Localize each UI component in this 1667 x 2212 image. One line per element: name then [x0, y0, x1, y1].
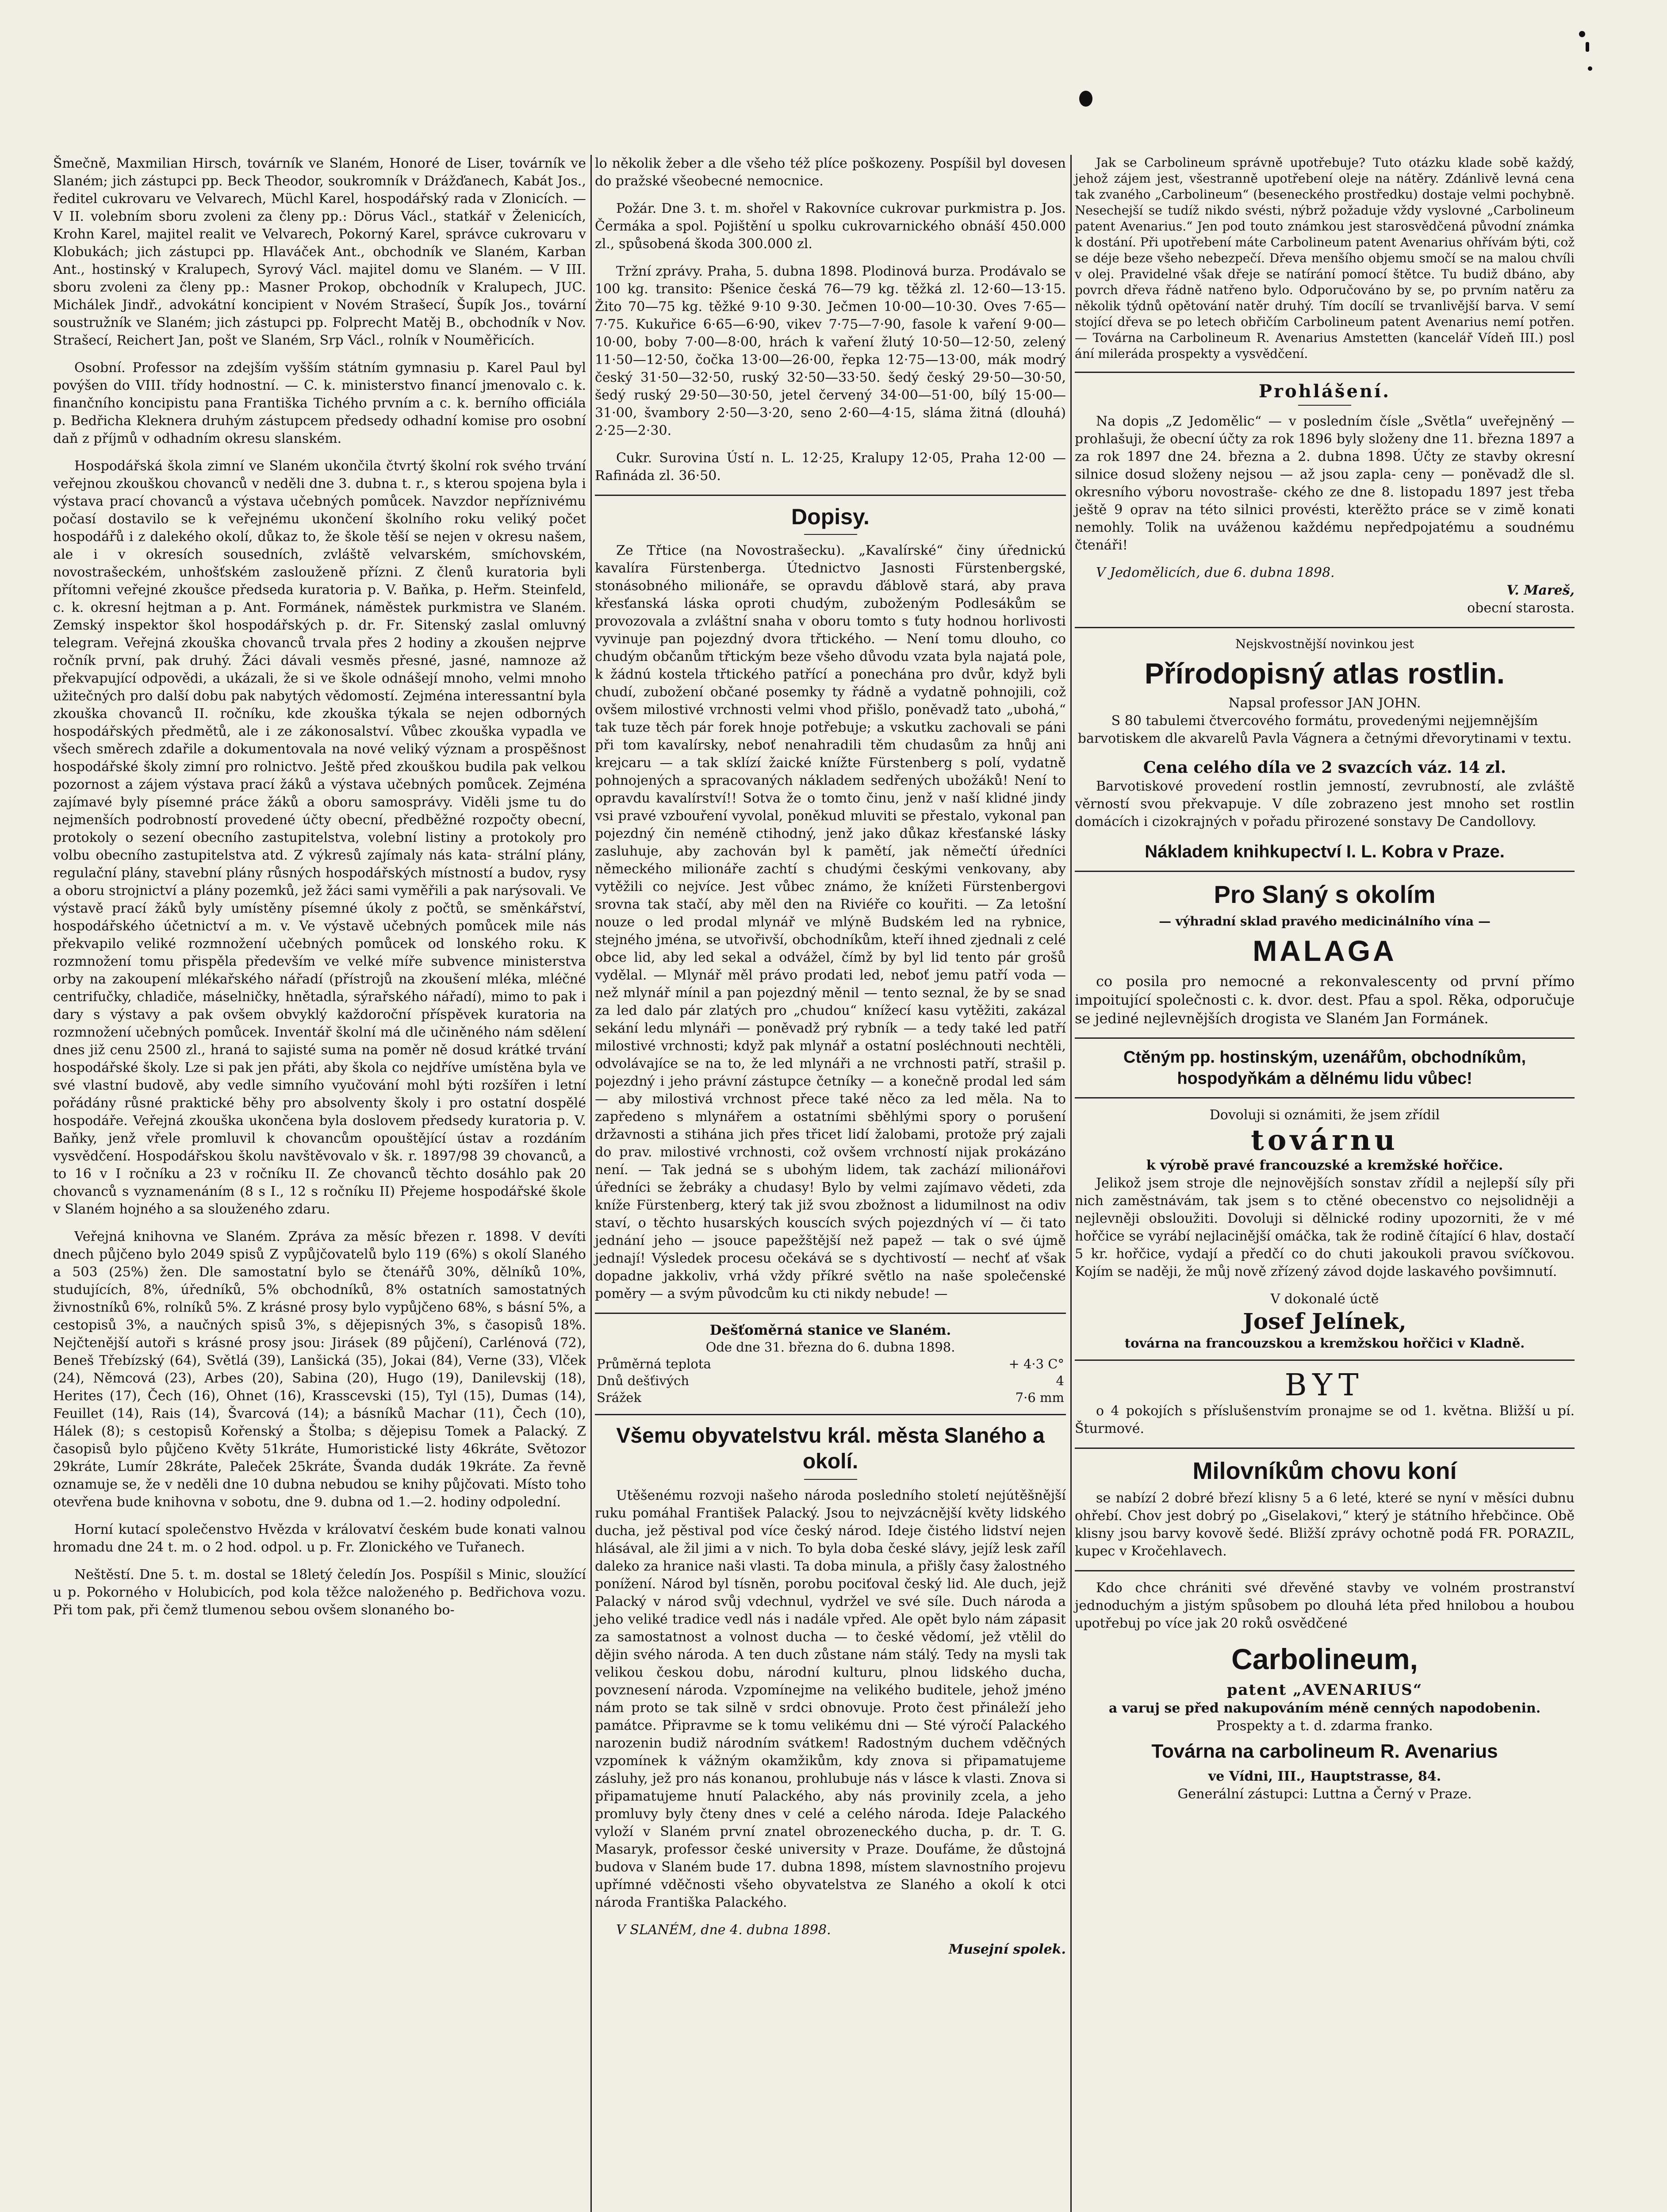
divider — [1075, 372, 1575, 373]
divider — [1075, 627, 1575, 628]
factory-subtitle: k výrobě pravé francouzské a kremžské hořčice. — [1146, 1158, 1503, 1173]
atlas-title: Přírodopisný atlas rostlin. — [1144, 657, 1505, 690]
divider — [1075, 1097, 1575, 1098]
carbolineum-intro: Kdo chce chrániti své dřevěné stavby ve volném prostranství jednoduchým a jistým spůsobem po dlouhá léta před hnilobou a houbou upotřebuj po více jak 20 roků osvědčené — [1075, 1580, 1579, 1631]
letter-trtice: Ze Třtice (na Novostrašecku). „Kavalírské“ činy úřednickú kavalíra Fürstenberga. Útednictvo Jasnosti Fürstenbergské, stonásobného milionáře, se opravdu ďáblově stará, aby prava křesťanská láska oproti chudým, zuboženým Podlesákům se provozovala a zvláštní snaha v oboru tomto s ťuty hodnou horlivosti vyvinuje pan pojezdný dvora třtického. — Není tomu dlouho, co chudým občanům třtickým beze všeho důvodu vzata byla najatá pole, k žádnú kostela třtického patřící a ponechána pro dvůr, když byli chudí, zubožení občané posemky ty řádně a vydatně pohnojili, což ovšem milostivé vrchnosti velmi vhod přišlo, poněvadž tato „ubohá,“ tak tuze těch pár forek hnoje potřebuje; a vskutku zachovali se páni při tom kavalírsky, neboť nenahradili těm chudasům za hnůj ani krejcaru — a tak sklízí žaické knížte Fürstenberg s polí, vydatně pohnojených a spracovaných nákladem sedřených ubožáků! Není to opravdu kavalírství!! Sotva že o tomto činu, jenž v naší klidné jindy vsi pravé vzbouření vyvolal, poněkud mluviti se přestalo, vykonal pan pojezdný čin neméně ctihodný, jenž jako důkaz křesťanské lásky zasluhuje, aby zachován byl k pamětí, jak němečtí úředníci německého milionáře zachtí s chudými českými venkovany, aby vytěžili co nejvíce. Jest vůbec známo, že knížeti Fürstenbergovi srovna tak stačí, aby měl den na Riviéře co kouřiti. — Za letošní nouze o led prodal mlynář ve mlýně Budském led na rybnice, stejného jména, se utvořivší, obchodníkům, kteří ihned zjednali z celé obce lid, aby led sekal a odvážel, čímž by byl lid tento pár grošů vydělal. — Mlynář měl právo prodati led, neboť jemu patří voda — než mlynář mínil a pan pojezdný měnil — tento seznal, že by se snad za led dalo pár zlatých pro „chudou“ knížecí kasu vytěžiti, zakázal sekání ledu mlynáři — poněvadž prý rybník — a tedy také led patří milostivé vrchnosti; když pak mlynář a ostatní posléchnouti nechtěli, odvolávajíce se na to, že led mlynáři a ne vrchnosti patří, strašil p. pojezdný i jeho právní zástupce četníky — a konečně prodal led sám — aby milostivá vrchnost přece také něco za led měla. Na to zapředeno s mlynářem a ostatními sběhlými spory o porušení državnosti a stihána jich přes třicet lidí žalobami, protože prý zajali do prav. milostivé vrchnosti, což ovšem vrchností nijak prokázáno není. — Tak jedná se s ubohým lidem, tak zachází milionářovi úředníci se žebráky a chudasy! Bylo by velmi zajímavo vědeti, zda kníže Fürstenberg, který tak již svou zbožnost a lidumilnost na odiv staví, o těchto husarských kouscích svých pojezdných ví — či tato jednání jeho — jsouce papežštější než papež — tak o své újmě jednají! Výsledek procesu očekává se s dychtivostí — nechť ať však dopadne jakkoliv, vrhá vždy příkré světlo na naše společenské poměry — a svým původcům ku cti nikdy nebude! — — [595, 543, 1070, 1302]
horses-text: se nabízí 2 dobré březí klisny 5 a 6 leté, které se nyní v měsíci dubnu ohřebí. Chov jest dobrý po „Giselakovi,“ který je státního hřebčince. Obě klisny jsou barvy kovově šedé. Bližší zprávy ochotně podá FR. PORAZIL, kupec v Kročehlavech. — [1075, 1490, 1579, 1559]
column-rule — [1070, 155, 1072, 2212]
atlas-description: S 80 tabulemi čtvercového formátu, provedenými nejjemnějším barvotiskem dle akvarelů Pavla Vágnera a četnými dřevorytinami v textu. — [1077, 713, 1572, 746]
factory-text: Jelikož jsem stroje dle nejnovějších sonstav zřídil a nejlepší síly při nich zaměstnávám, tak jsem s to ctěné obecenstvo co nejsolidněji a nejlevněji obsloužiti. Dovoluji si dělnické rodiny upozorniti, že v mé hořčice se vyrábí nejlacinější omáčka, tak že rodině čítající 6 hlav, dostačí 5 kr. hořčice, vydají a předčí co do chuti jakoukoli pravou svíčkovou. Kojím se naději, že můj nově zřízený závod dojde laskavého povšimnutí. — [1075, 1175, 1579, 1279]
rain-station-period: Ode dne 31. března do 6. dubna 1898. — [705, 1340, 955, 1355]
divider — [595, 495, 1066, 496]
personal-news: Osobní. Professor na zdejším vyšším státním gymnasiu p. Karel Paul byl povýšen do VIII. třídy hodnostní. — C. k. ministerstvo financí jmenovalo c. k. finančního koncipistu pana Františka Tichého prvním a c. k. berního officiála p. Bedřicha Kleknera druhým zástupcem předsedy odhadní komise pro osobní daň z příjmů v odhadním okresu slanském. — [53, 360, 590, 446]
carbolineum-title: Carbolineum, — [1231, 1643, 1418, 1675]
declaration-place-date: V Jedomělicích, due 6. dubna 1898. — [1096, 565, 1335, 580]
appeal-heading: Všemu obyvatelstvu král. města Slaného a okolí. — [616, 1424, 1045, 1473]
ink-speck — [1588, 66, 1592, 71]
atlas-author: Napsal professor JAN JOHN. — [1228, 695, 1421, 711]
divider — [595, 1414, 1066, 1415]
carbolineum-article: Jak se Carbolineum správně upotřebuje? Tuto otázku klade sobě každý, jehož zájem jest, všestranně upotřebení oleje na nátěry. Zdánlivě levná cena tak zvaného „Carbolineum“ (beseneckého prostředku) dostaje velmi pochybně. Nesechejší se tudíž nikdo svésti, nýbrž požaduje vždy vyslovné „Carbolineum patent Avenarius.“ Jen pod touto známkou jest starosvědčená původní známka k dostání. Při upotřebení máte Carbolineum patent Avenarius ohřívám býti, což se déje beze všeho nebezpečí. Dřeva menšího objemu smočí se na malou chvíli v olej. Pravidelné však dřeje se natírání pomocí štětce. Tu budiž dbáno, aby povrch dřeva řádně natřeno bylo. Odporučováno by se, po prvním natěru za několik týdnů opětování natěr druhý. Tím docílí se trvanlivější barva. V semí stojící dřeva se po letech obřičím Carbolineum patent Avenarius nemí potřen. — Továrna na Carbolineum R. Avenarius Amstetten (kancelář Vídeň III.) posl ání mileráda prospekty a vysvědčení. — [1075, 155, 1579, 361]
letters-heading: Dopisy. — [791, 504, 870, 529]
column-rule — [590, 155, 592, 2212]
rain-station-title: Dešťoměrná stanice ve Slaném. — [709, 1322, 951, 1338]
divider — [804, 1479, 857, 1480]
carbolineum-agents: Generální zástupci: Luttna a Černý v Praze. — [1177, 1786, 1472, 1802]
row-value: + 4·3 C° — [1008, 1356, 1064, 1371]
table-row — [595, 1356, 1066, 1372]
market-report: Tržní zprávy. Praha, 5. dubna 1898. Plodinová burza. Prodávalo se 100 kg. transito: Pšenice česká 76—79 kg. těžká zl. 12·60—13·15. Žito 70—75 kg. těžké 9·10 9·30. Ječmen 10·00—10·30. Oves 7·65—7·75. Kukuřice 6·65—6·90, vikev 7·75—7·90, fasole k vaření 9·00—10·00, boby 7·00—8·00, hrách k vaření žlutý 10·50—12·50, zelený 11·50—12·50, čočka 13·00—26·00, řepka 12·75—13·00, mák modrý český 31·50—32·50, ruský 32·50—33·50. šedý český 29·50—30·50, šedý ruský 29·50—30·50, jetel červený 34·00—51·00, bílý 15·00—31·00, švambory 2·50—3·20, seno 2·60—4·15, sláma žitná (dlouhá) 2·25—2·30. — [595, 264, 1070, 438]
flat-title: BYT — [1284, 1368, 1365, 1403]
atlas-kicker: Nejskvostnější novinkou jest — [1235, 637, 1414, 651]
carbolineum-warning: a varuj se před nakupováním méně cenných napodobenin. — [1108, 1701, 1541, 1716]
malaga-title: MALAGA — [1253, 934, 1397, 967]
divider — [1075, 1448, 1575, 1449]
declaration-text: Na dopis „Z Jedomělic“ — v posledním čísle „Světla“ uveřejněný — prohlašuji, že obecní účty za rok 1896 byly složeny dne 11. března 1897 a za rok 1897 dne 24. března a 2. dubna 1898. Účty ze stavby okresní silnice dosud složeny nejsou — až jsou zapla- ceny — poněvadž dle sl. okresního výboru novostraše- ckého ze dne 8. listopadu 1897 jest třeba ještě 9 oprav na této silnici provésti, kterěžto práce se v zimě konati nemohly. Tolik na uváženou každému nepředpojatému a soudnému čtenáři! — [1075, 414, 1579, 553]
row-label: Dnů dešťivých — [597, 1373, 690, 1388]
divider — [1298, 405, 1351, 406]
accident-report: Neštěstí. Dne 5. t. m. dostal se 18letý čeledín Jos. Pospíšil s Minic, sloužící u p. Pokorného v Holubicích, pod kola těžce naloženého p. Bedřichova vozu. Při tom pak, při čemž tlumenou sebou ovšem slonaného bo- — [53, 1567, 590, 1618]
malaga-subtitle: — výhradní sklad pravého medicinálního vína — — [1159, 914, 1491, 929]
atlas-price: Cena celého díla ve 2 svazcích váz. 14 zl. — [1143, 758, 1506, 777]
carbolineum-factory: Továrna na carbolineum R. Avenarius — [1151, 1740, 1498, 1762]
appeal-signature: Musejní spolek. — [948, 1942, 1066, 1957]
appeal-place-date: V SLANÉM, dne 4. dubna 1898. — [616, 1922, 831, 1938]
divider — [1075, 1570, 1575, 1571]
divider — [1075, 1359, 1575, 1361]
accident-continuation: lo několik žeber a dle všeho též plíce poškozeny. Pospíšil byl dovesen do pražské všeobecné nemocnice. — [595, 156, 1070, 189]
ink-speck — [1579, 31, 1585, 37]
ink-blot — [1079, 91, 1092, 107]
library-report: Veřejná knihovna ve Slaném. Zpráva za měsíc březen r. 1898. V devíti dnech půjčeno bylo 2049 spisů Z vypůjčovatelů bylo 119 (6%) s okolí Slaného a 503 (25%) žen. Dle samostatní bylo se čtenářů 30%, dělníků 10%, studujících, 8%, úředníků, 5% obchodníků, 8% ostatních samostatných živnostníků 6%, rolníků 5%. Z krásné prosy bylo vypůjčeno 68%, s básní 5%, a cestopisů 3%, a naučných spisů 3%, s dějepisných 3%, s časopisů 18%. Nejčtenější autoři s krásné prosy jsou: Jirásek (89 půjčení), Carlénová (72), Beneš Třebízský (64), Světlá (39), Lanšická (35), Jokai (84), Verne (33), Vlček (24), Němcová (23), Arbes (20), Sabina (20), Hugo (19), Danilevskij (18), Herites (17), Čech (16), Ohnet (16), Krasscevski (15), Tyl (15), Dumas (14), Feuillet (14), Rais (14), Švarcová (14); a básníků Machar (11), Čech (10), Hálek (8); s cestopisů Kořenský a Štolba; s dějepisu Tomek a Palacký. Z časopisů bylo půjčeno Květy 51kráte, Humoristické listy 46kráte, Světozor 29kráte, Lumír 28kráte, Paleček 25kráte, Švanda dudák 19kráte. Za řevně oznamuje se, že v neděli dne 10 dubna nebudou se knihy půjčovati. Místo toho otevřena bude knihovna v sobotu, dne 9. dubna od 1.—2. hodiny odpolední. — [53, 1229, 590, 1510]
left-column — [53, 155, 590, 2212]
ink-speck — [1586, 42, 1589, 52]
malaga-kicker: Pro Slaný s okolím — [1214, 880, 1436, 908]
carbolineum-patent: patent „AVENARIUS“ — [1226, 1681, 1423, 1699]
row-label: Průměrná teplota — [597, 1356, 711, 1371]
divider — [1075, 871, 1575, 872]
horses-title: Milovníkům chovu koní — [1192, 1458, 1457, 1484]
row-value: 4 — [1056, 1373, 1064, 1388]
row-label: Srážek — [597, 1390, 642, 1405]
declaration-name: V. Mareš, — [1506, 583, 1575, 598]
malaga-text: co posila pro nemocné a rekonvalescenty od první přímo impoitující společnosti c. k. dvor. dest. Pfau a spol. Rěka, odporučuje se jediné nejlevnějších drogista ve Slaném Jan Formánek. — [1075, 973, 1579, 1027]
factory-owner: Josef Jelínek, — [1243, 1308, 1406, 1334]
table-row — [595, 1372, 1066, 1389]
atlas-publisher: Nákladem knihkupectví I. L. Kobra v Praze. — [1145, 842, 1505, 861]
palacky-appeal: Utěšenému rozvoji našeho národa posledního století nejútěšnější ruku pomáhal František Palacký. Jsou to nejvzácnější květy lidského ducha, jež pěstival pod více český národ. Ideje čistého lidství nejen hlásával, ale žil jimi a v nich. To byla doba české slávy, jejíž lesk zaříl daleko za hranice naši vlasti. Ta doba minula, a přišly časy žalostného ponížení. Národ byl tísněn, porobu pociťoval český lid. Ale duch, jejž Palacký v národ svůj vdechnul, vydržel ve své síle. Duch národa a jeho veliké tradice vedl nás i nadále vpřed. Ale opět bylo nám zápasit za samostatnost a volnost ducha — to české vědomí, jež vtělil do dějin svého národa. A ten duch zůstane nám stálý. Tedy na mysli tak velikou českou dobu, národní kulturu, plnou lidského ducha, povznesení národa. Vzpomínejme na velikého buditele, jehož jméno nám proto se tak silně v srdci obnovuje. Proto čest přináleží jeho památce. Připravme se k tomu velikému dni — Sté výročí Palackého narozenin budiž národním svátkem! Radostným duchem vděčných vzpomínek k vážným okamžikům, kdy znova si připamatujeme zásluhy, jež pro nás konanou, prohlubuje nás v lásce k vlasti. Znova si připamatujeme hnutí Palackého, aby nás provinily zcela, a jeho promluvy byly čteny dnes v celé a celého národa. Ideje Palackého vyloží v Slaném první znatel obrozeneckého ducha, p. dr. T. G. Masaryk, professor české university v Praze. Doufáme, že důstojná budova v Slaném bude 17. dubna 1898, místem slavnostního projevu upřímné vděčnosti všeho obyvatelstva ze Slaného a okolí k otci národa Františka Palackého. — [595, 1488, 1070, 1910]
divider — [595, 1313, 1066, 1314]
row-value: 7·6 mm — [1015, 1390, 1064, 1405]
fire-report: Požár. Dne 3. t. m. shořel v Rakovníce cukrovar purkmistra p. Jos. Čermáka a spol. Pojištění u spolku cukrovarnického obnáší 450.000 zl., spůsobená škoda 300.000 zl. — [595, 201, 1070, 252]
mining-company-notice: Horní kutací společenstvo Hvězda v královatví českém bude konati valnou hromadu dne 24 t. m. o 2 hod. odpol. u p. Fr. Zlonického ve Tuřanech. — [53, 1522, 590, 1555]
factory-greeting: V dokonalé úctě — [1270, 1291, 1379, 1307]
factory-title: továrnu — [1251, 1124, 1399, 1157]
carbolineum-address: ve Vídni, III., Hauptstrasse, 84. — [1208, 1769, 1441, 1784]
factory-footer: továrna na francouzskou a kremžskou hořčici v Kladně. — [1124, 1336, 1525, 1351]
declaration-heading: Prohlášení. — [1258, 381, 1391, 402]
declaration-role: obecní starosta. — [1467, 600, 1575, 616]
table-row — [595, 1389, 1066, 1406]
election-paragraph: Šmečně, Maxmilian Hirsch, továrník ve Slaném, Honoré de Liser, továrník ve Slaném; jich zástupci pp. Beck Theodor, soukromník v Drážďanech, Kabát Jos., ředitel cukrovaru ve Velvarech, Müchl Karel, hospodářský rada v Zlonicích. — V II. volebním sboru zvoleni za členy pp.: Dörus Václ., statkář v Želenicích, Krohn Karel, majitel realit ve Velvarech, Pokorný Karel, správce cukrovaru v Klobukách; jich zástupci pp. Hlaváček Ant., obchodník ve Slaném, Karban Ant., hostinský v Kralupech, Syrový Václ. majitel domu ve Slaném. — V III. sboru zvoleni za členy pp.: Masner Prokop, obchodník v Kralupech, JUC. Michálek Jindř., advokátní koncipient v Novém Strašecí, Šupík Jos., tovární soustružník ve Slaném; jich zástupci pp. Folprecht Matěj B., obchodník v Nov. Strašecí, Reichert Jan, pošt ve Slaném, Srp Václ., rolník v Nouměřicích. — [53, 156, 590, 348]
sugar-report: Cukr. Surovina Ústí n. L. 12·25, Kralupy 12·05, Praha 12·00 — Rafináda zl. 36·50. — [595, 450, 1070, 484]
atlas-more: Barvotiskové provedení rostlin jemností, zevrubností, ale zvláště věrností svou překvapuje. V díle zobrazeno jest mnoho set rostlin domácích i cizokrajných v pořadu přirozené sonstavy De Candollovy. — [1075, 779, 1579, 830]
divider — [1075, 1037, 1575, 1039]
farming-school-report: Hospodářská škola zimní ve Slaném ukončila čtvrtý školní rok svého trvání veřejnou zkouškou chovanců v neděli dne 3. dubna t. r., s kterou spojena byla i výstava prací chovanců a výstava učebných pomůcek. Navzdor nepříznivému počasí dostavilo se k veřejnému ukončení školního roku veliký počet hospodářů i z dalekého okolí, důkaz to, že škole těší se nejen v okresu našem, ale i v okresích sousedních, zvláště velvarském, smíchovském, novostrašeckém, unhošťském zaslouženě přízni. Z členů kuratoria byli přítomni veřejné zkoušce předseda kuratoria p. V. Baňka, p. Heřm. Steinfeld, c. k. okresní hejtman a p. Ant. Formánek, náměstek purkmistra ve Slaném. Zemský inspektor škol hospodářských p. dr. Fr. Sitenský zaslal omluvný telegram. Veřejná zkouška chovanců trvala přes 2 hodiny a zkoušen nejprve ročník první, pak druhý. Žáci dávali vesměs přesné, jasné, namnoze až překvapující odpovědi, a ukázali, že si ve škole odnášejí mnoho, velmi mnoho užitečných pro další dobu pak nabytých vědomostí. Zejména interessantní byla zkouška chovanců II. ročníku, kde zkouška týkala se nejen odborných hospodářských předmětů, ale i ze zákonosalství. Vůbec zkouška vypadla ve všech směrech zdařile a dokumentovala na nové veliký význam a prospěšnost hospodářské školy zimní pro rolnictvo. Ještě před zkouškou budila pak velkou pozornost a zájem výstava prací žáků a výstava učebných pomůcek. Zejména zajímavé byly písemné práce žáků a oboru samosprávy. Viděli jsme tu do nejmenších podrobností provedené účty obecní, předběžné rozpočty obecní, protokoly o sezení obecního zastupitelstva, volební listiny a protokoly pro volbu obecního zastupitelstva atd. Z výkresů zajímaly nás kata- strální plány, regulační plány, stavební plány růsných hospodářských místností a budov, rysy a oboru strojnictví a plány pozemků, jež žáci sami vyměřili a pak narýsovali. Ve výstavě prací žáků byly umístěny písemné úkoly z počtů, se směnkářství, hospodářského účetnictví a m. v. Ve výstavě učebných pomůcek mile nás překvapilo veliké rozmnožení učebných pomůcek od lonského roku. K rozmnožení tomu přispěla především ve velké míře subvence ministerstva orby na zakoupení mlékařského nářadí (přístrojů na zkoušení mléka, mléčné centrifučky, chladiče, máselničky, hnětadla, sýrařského nářadí), mimo to pak i dary s výstavy a pak ovšem obvyklý každoroční příspěvek kuratoria na rozmnožení učebných pomůcek. Inventář školní má dle učiněného nám sdělení dnes již cenu 2500 zl., hraná to sajisté suma na poměr ně dosud krátké trvání hospodářské školy. Lze si pak jen přáti, aby škola co nejdříve umístěna byla ve své vlastní budově, aby vedle simního vyučování mohl býti rozšířen i letní pořádány růsné praktické běhy pro absolventy školy i pro ostatní dospělé hospodáře. Veřejná zkouška ukončena byla doslovem předsedy kuratoria p. V. Baňky, jenž vřele promluvil k chovancům opouštějící ústav a rozdáním vysvědčení. Hospodářskou školu navštěvovalo v šk. r. 1897/98 39 chovanců, a to 16 v I ročníku a 23 v ročníku II. Ze chovanců těchto dosáhlo pak 20 chovanců s vyznamenáním (8 s I., 12 s ročníku II) Přejeme hospodářské škole v Slaném hojného a sa slouženého zdaru. — [53, 458, 590, 1217]
right-column — [1075, 155, 1579, 2212]
carbolineum-prospectus: Prospekty a t. d. zdarma franko. — [1216, 1718, 1433, 1734]
rain-station-table — [595, 1356, 1066, 1406]
factory-intro: Dovoluji si oznámiti, že jsem zřídil — [1209, 1107, 1440, 1123]
divider — [804, 534, 857, 535]
flat-text: o 4 pokojích s příslušenstvím pronajme se od 1. května. Bližší u pí. Šturmové. — [1075, 1403, 1579, 1436]
middle-column — [595, 155, 1070, 2212]
innkeepers-notice: Ctěným pp. hostinským, uzenářům, obchodníkům, hospodyňkám a dělnému lidu vůbec! — [1123, 1048, 1526, 1088]
